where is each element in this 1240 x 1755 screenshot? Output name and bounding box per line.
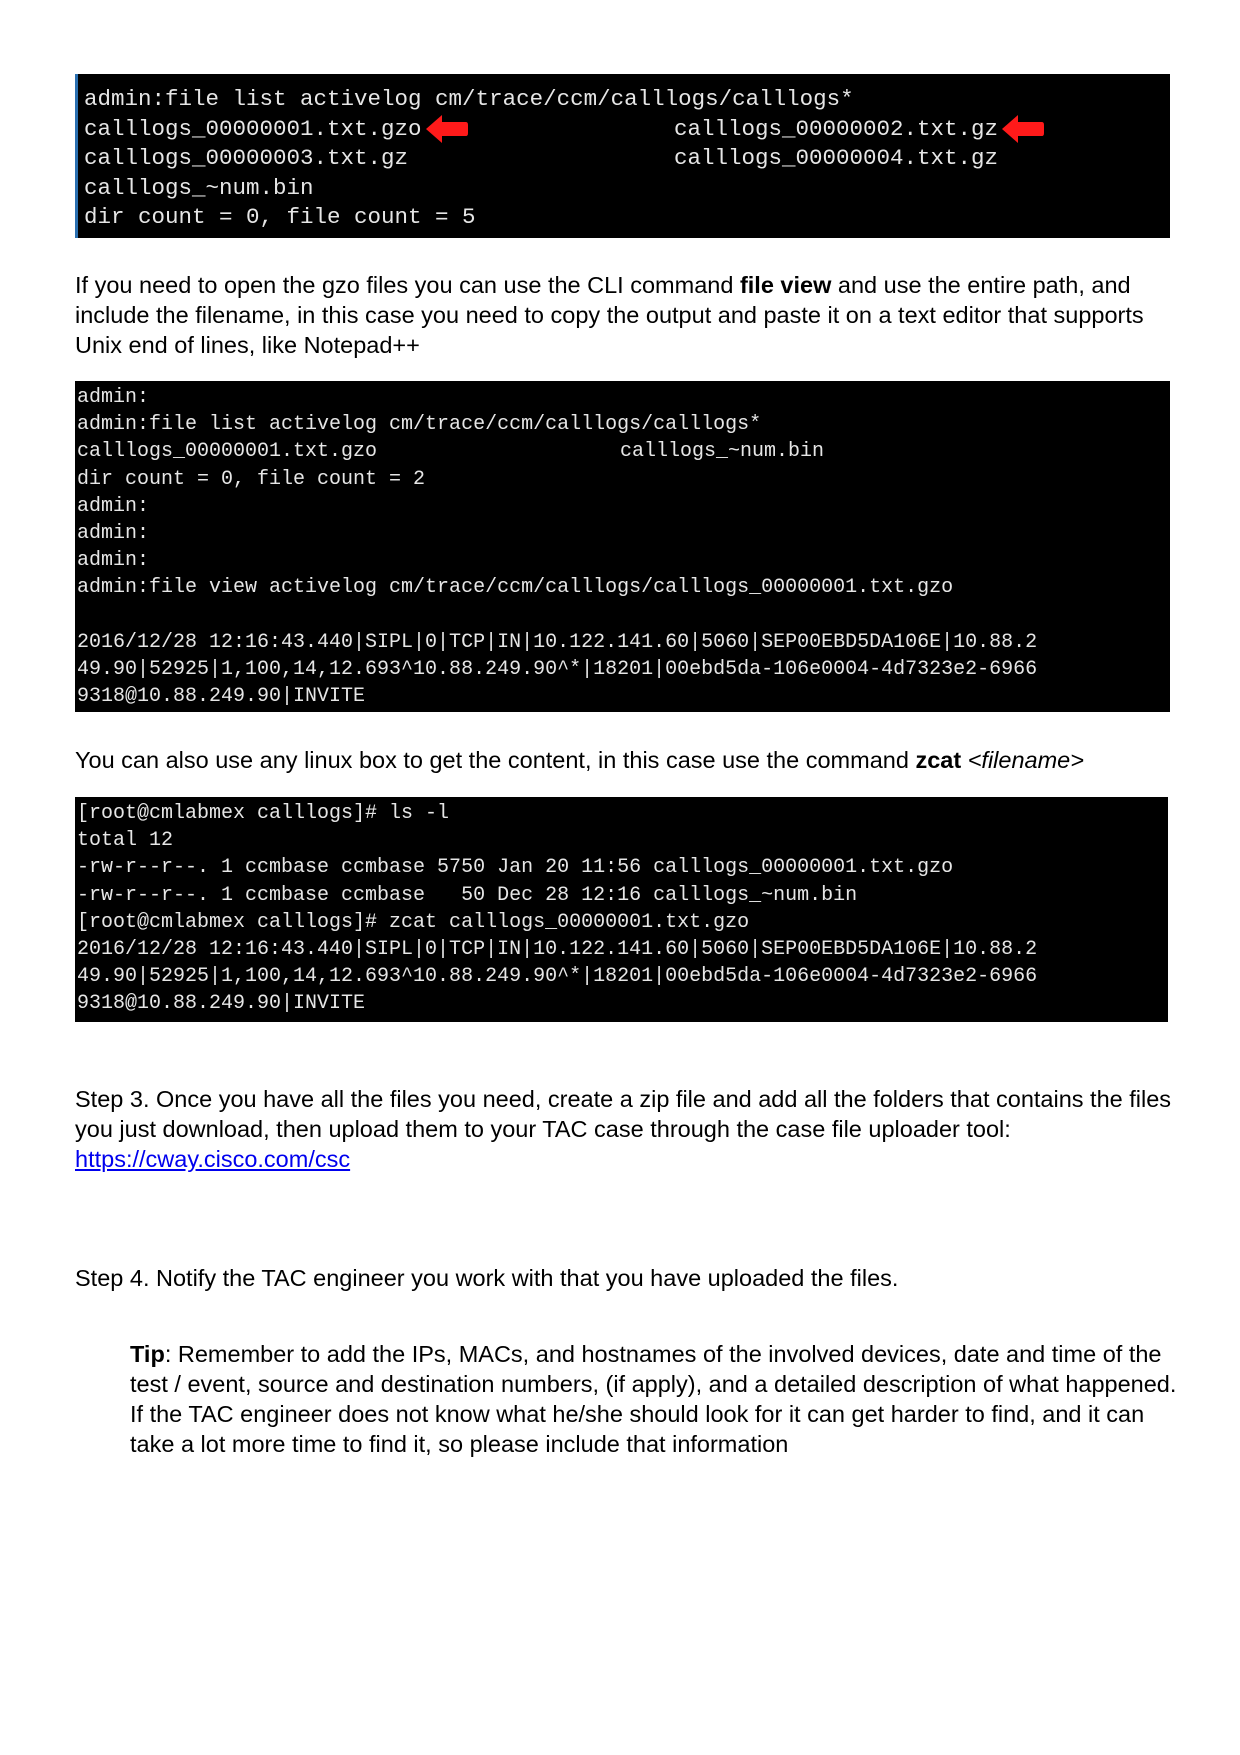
terminal-cell: calllogs_00000002.txt.gz [674, 115, 999, 142]
terminal-line: 9318@10.88.249.90|INVITE [77, 685, 366, 709]
command-name: file view [739, 272, 832, 298]
terminal-line: admin: [77, 386, 150, 409]
terminal-line: -rw-r--r--. 1 ccmbase ccmbase 50 Dec 28 12:16 calllogs_~num.bin [77, 883, 858, 907]
terminal-line: -rw-r--r--. 1 ccmbase ccmbase 5750 Jan 20 11:56 calllogs_00000001.txt.gzo [77, 856, 954, 880]
terminal-screenshot-zcat [75, 797, 1168, 1022]
terminal-screenshot-file-list [75, 74, 1170, 238]
terminal-line: admin:file list activelog cm/trace/ccm/calllogs/calllogs* [77, 413, 762, 437]
case-file-uploader-link[interactable]: https://cway.cisco.com/csc [75, 1146, 351, 1172]
red-arrow-icon [1002, 115, 1044, 143]
terminal-line: total 12 [77, 829, 174, 853]
terminal-row [84, 115, 1170, 145]
terminal-line: dir count = 0, file count = 2 [77, 467, 426, 491]
step-4-paragraph: Step 4. Notify the TAC engineer you work with that you have uploaded the files. [75, 1265, 899, 1291]
terminal-line: 2016/12/28 12:16:43.440|SIPL|0|TCP|IN|10.122.141.60|5060|SEP00EBD5DA106E|10.88.2 [77, 630, 1038, 654]
terminal-cell: calllogs_00000001.txt.gzo [84, 115, 422, 142]
step-3-paragraph: Step 3. Once you have all the files you need, create a zip file and add all the folders that contains the files you just download, then upload them to your TAC case through the case file uploader tool: https://cway.cisco.com/csc [75, 1086, 1172, 1172]
terminal-line: 49.90|52925|1,100,14,12.693^10.88.249.90^*|18201|00ebd5da-106e0004-4d7323e2-6966 [77, 965, 1038, 989]
terminal-line: dir count = 0, file count = 5 [84, 204, 476, 230]
instruction-paragraph-file-view: If you need to open the gzo files you can use the CLI command file view and use the entire path, and include the filename, in this case you need to copy the output and paste it on a text editor that supports Unix end of lines, like Notepad++ [75, 272, 1144, 358]
terminal-line: 2016/12/28 12:16:43.440|SIPL|0|TCP|IN|10.122.141.60|5060|SEP00EBD5DA106E|10.88.2 [77, 938, 1038, 962]
terminal-line: 49.90|52925|1,100,14,12.693^10.88.249.90^*|18201|00ebd5da-106e0004-4d7323e2-6966 [77, 658, 1038, 682]
terminal-cell: calllogs_00000003.txt.gz [84, 145, 409, 171]
terminal-line: admin: [77, 494, 150, 518]
terminal-row [77, 438, 1170, 465]
instruction-paragraph-zcat: You can also use any linux box to get the content, in this case use the command zcat <filename> [75, 747, 1084, 773]
command-name: zcat [915, 747, 962, 773]
terminal-cell: calllogs_00000004.txt.gz [674, 145, 999, 171]
terminal-line: admin: [77, 549, 150, 573]
terminal-line: admin:file view activelog cm/trace/ccm/calllogs/calllogs_00000001.txt.gzo [77, 576, 954, 600]
terminal-line: admin: [77, 522, 150, 546]
terminal-line: [root@cmlabmex calllogs]# ls -l [77, 802, 450, 825]
terminal-cell: calllogs_00000001.txt.gzo [77, 440, 378, 464]
terminal-line: 9318@10.88.249.90|INVITE [77, 992, 366, 1016]
red-arrow-icon [426, 115, 468, 143]
tip-label: Tip [130, 1341, 165, 1367]
command-argument: <filename> [967, 747, 1084, 773]
tip-paragraph: Tip: Remember to add the IPs, MACs, and hostnames of the involved devices, date and time of the test / event, source and destination numbers, (if apply), and a detailed description of what happened. If the TAC engineer does not know what he/she should look for it can get harder to find, and it can take a lot more time to find it, so please include that information [130, 1341, 1177, 1457]
terminal-cell: calllogs_~num.bin [620, 440, 825, 464]
terminal-line: admin:file list activelog cm/trace/ccm/calllogs/calllogs* [84, 86, 854, 112]
terminal-line: [root@cmlabmex calllogs]# zcat calllogs_00000001.txt.gzo [77, 910, 750, 934]
terminal-row [84, 144, 1170, 174]
terminal-screenshot-file-view [75, 381, 1170, 712]
terminal-line: calllogs_~num.bin [84, 174, 314, 201]
terminal-line [77, 602, 1170, 629]
